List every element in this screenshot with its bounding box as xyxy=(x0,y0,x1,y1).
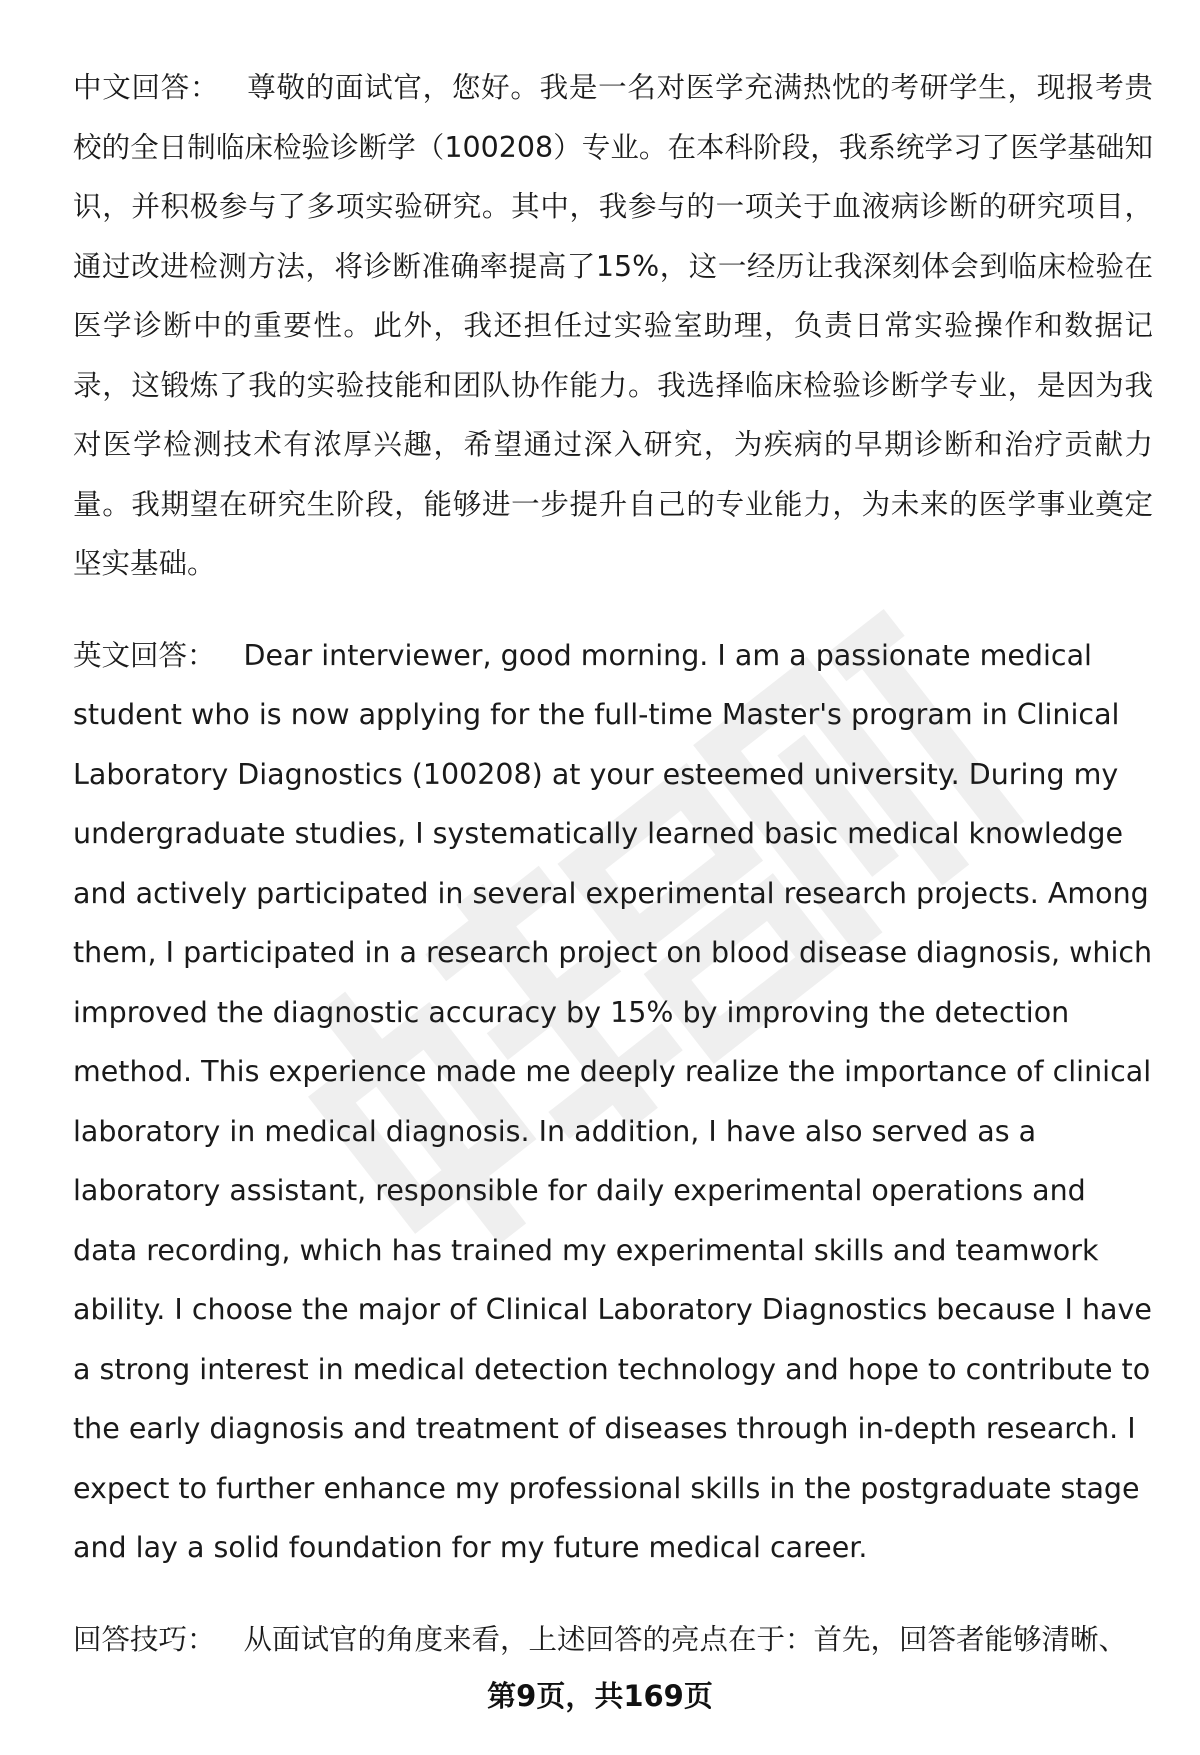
answer-tips-text: 从面试官的角度来看，上述回答的亮点在于：首先，回答者能够清晰、 xyxy=(243,1622,1128,1656)
page-indicator: 第9页，共169页 xyxy=(487,1679,713,1713)
english-answer-text: Dear interviewer, good morning. I am a passionate medical student who is now applying for the full-time Master's program in Clinical Laboratory Diagnostics (100208) at your esteemed university. During my undergraduate studies, I systematically learned basic medical knowledge and actively participated in several experimental research projects. Among them, I participated in a research project on blood disease diagnosis, which improved the diagnostic accuracy by 15% by improving the detection method. This experience made me deeply realize the importance of clinical laboratory in medical diagnosis. In addition, I have also served as a laboratory assistant, responsible for daily experimental operations and data recording, which has trained my experimental skills and teamwork ability. I choose the major of Clinical Laboratory Diagnostics because I have a strong interest in medical detection technology and hope to contribute to the early diagnosis and treatment of diseases through in-depth research. I expect to further enhance my professional skills in the postgraduate stage and lay a solid foundation for my future medical career. xyxy=(73,638,1153,1564)
english-answer-paragraph xyxy=(73,626,1153,1578)
answer-tips-label: 回答技巧： xyxy=(73,1622,216,1656)
chinese-answer-label: 中文回答： xyxy=(73,71,220,104)
chinese-answer-paragraph xyxy=(73,58,1153,594)
answer-tips-paragraph xyxy=(73,1610,1153,1670)
chinese-answer-text: 尊敬的面试官，您好。我是一名对医学充满热忱的考研学生，现报考贵校的全日制临床检验诊断学（100208）专业。在本科阶段，我系统学习了医学基础知识，并积极参与了多项实验研究。其中，我参与的一项关于血液病诊断的研究项目，通过改进检测方法，将诊断准确率提高了15%，这一经历让我深刻体会到临床检验在医学诊断中的重要性。此外，我还担任过实验室助理，负责日常实验操作和数据记录，这锻炼了我的实验技能和团队协作能力。我选择临床检验诊断学专业，是因为我对医学检测技术有浓厚兴趣，希望通过深入研究，为疾病的早期诊断和治疗贡献力量。我期望在研究生阶段，能够进一步提升自己的专业能力，为未来的医学事业奠定坚实基础。 xyxy=(73,71,1153,580)
document-content xyxy=(73,58,1153,1701)
english-answer-label: 英文回答： xyxy=(73,638,216,672)
